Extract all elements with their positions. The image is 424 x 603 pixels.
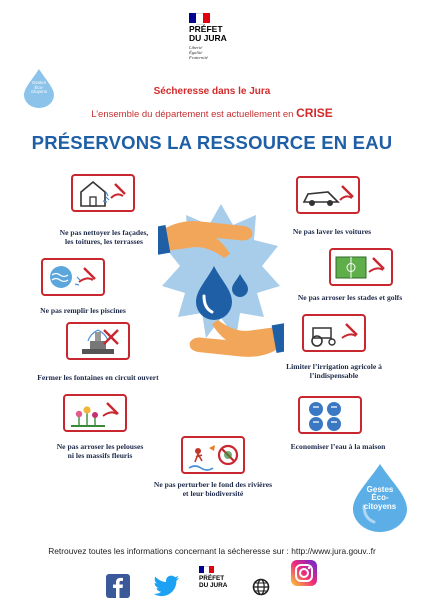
- prefecture-logo: [189, 13, 239, 63]
- fountain-card: [66, 322, 130, 360]
- facade-caption: Ne pas nettoyer les façades, les toitures, les terrasses: [59, 228, 149, 247]
- pool-caption: Ne pas remplir les piscines: [40, 306, 126, 315]
- footer-prefecture-logo: [199, 566, 239, 598]
- pool-hose-icon: [43, 260, 103, 294]
- home-water-card: [298, 396, 362, 434]
- prefecture-name: PRÉFET DU JURA: [189, 24, 227, 43]
- republic-motto: Liberté Égalité Fraternité: [189, 45, 208, 60]
- tractor-hose-icon: [304, 316, 364, 350]
- river-card: [181, 436, 245, 474]
- irrigation-card: [302, 314, 366, 352]
- hands-drop-illustration: [158, 196, 284, 382]
- river-caption: Ne pas perturber le fond des rivières et leur biodiversité: [153, 480, 273, 499]
- instagram-icon[interactable]: [291, 560, 317, 586]
- badge-left-text: Gestes Éco- citoyens: [30, 80, 48, 95]
- irrigation-caption: Limiter l’irrigation agricole à l’indispensable: [286, 362, 382, 381]
- globe-icon[interactable]: [252, 578, 270, 596]
- facade-cleaning-card: [71, 174, 135, 212]
- facebook-icon[interactable]: [106, 574, 130, 598]
- home-water-icon: [300, 398, 360, 432]
- river-icon: [183, 438, 243, 472]
- eco-gestures-badge-right: [350, 462, 410, 532]
- fountain-icon: [68, 324, 128, 358]
- house-hose-icon: [73, 176, 133, 210]
- lawn-watering-card: [63, 394, 127, 432]
- car-hose-icon: [298, 178, 358, 212]
- french-flag-icon: [199, 566, 214, 575]
- alert-prefix: L’ensemble du département est actuellement en: [91, 109, 294, 120]
- drought-title: Sécheresse dans le Jura: [153, 86, 271, 97]
- home-caption: Economiser l’eau à la maison: [290, 442, 386, 451]
- main-headline: PRÉSERVONS LA RESSOURCE EN EAU: [31, 132, 393, 153]
- fountain-caption: Fermer les fontaines en circuit ouvert: [37, 373, 159, 382]
- footer-prefecture-name: PRÉFET DU JURA: [199, 575, 228, 589]
- stadium-card: [329, 248, 393, 286]
- stadium-hose-icon: [331, 250, 391, 284]
- stadium-caption: Ne pas arroser les stades et golfs: [297, 293, 403, 302]
- pool-filling-card: [41, 258, 105, 296]
- lawn-caption: Ne pas arroser les pelouses ni les massifs fleuris: [56, 442, 144, 461]
- flowers-hose-icon: [65, 396, 125, 430]
- alert-status-line: [0, 106, 424, 120]
- badge-right-text: Gestes Éco- citoyens: [363, 485, 397, 511]
- car-washing-card: [296, 176, 360, 214]
- twitter-icon[interactable]: [152, 574, 180, 598]
- alert-level: CRISE: [296, 106, 333, 120]
- info-footer-text: Retrouvez toutes les informations concernant la sécheresse sur : http://www.jura.gouv..fr: [48, 546, 376, 556]
- car-caption: Ne pas laver les voitures: [292, 227, 372, 236]
